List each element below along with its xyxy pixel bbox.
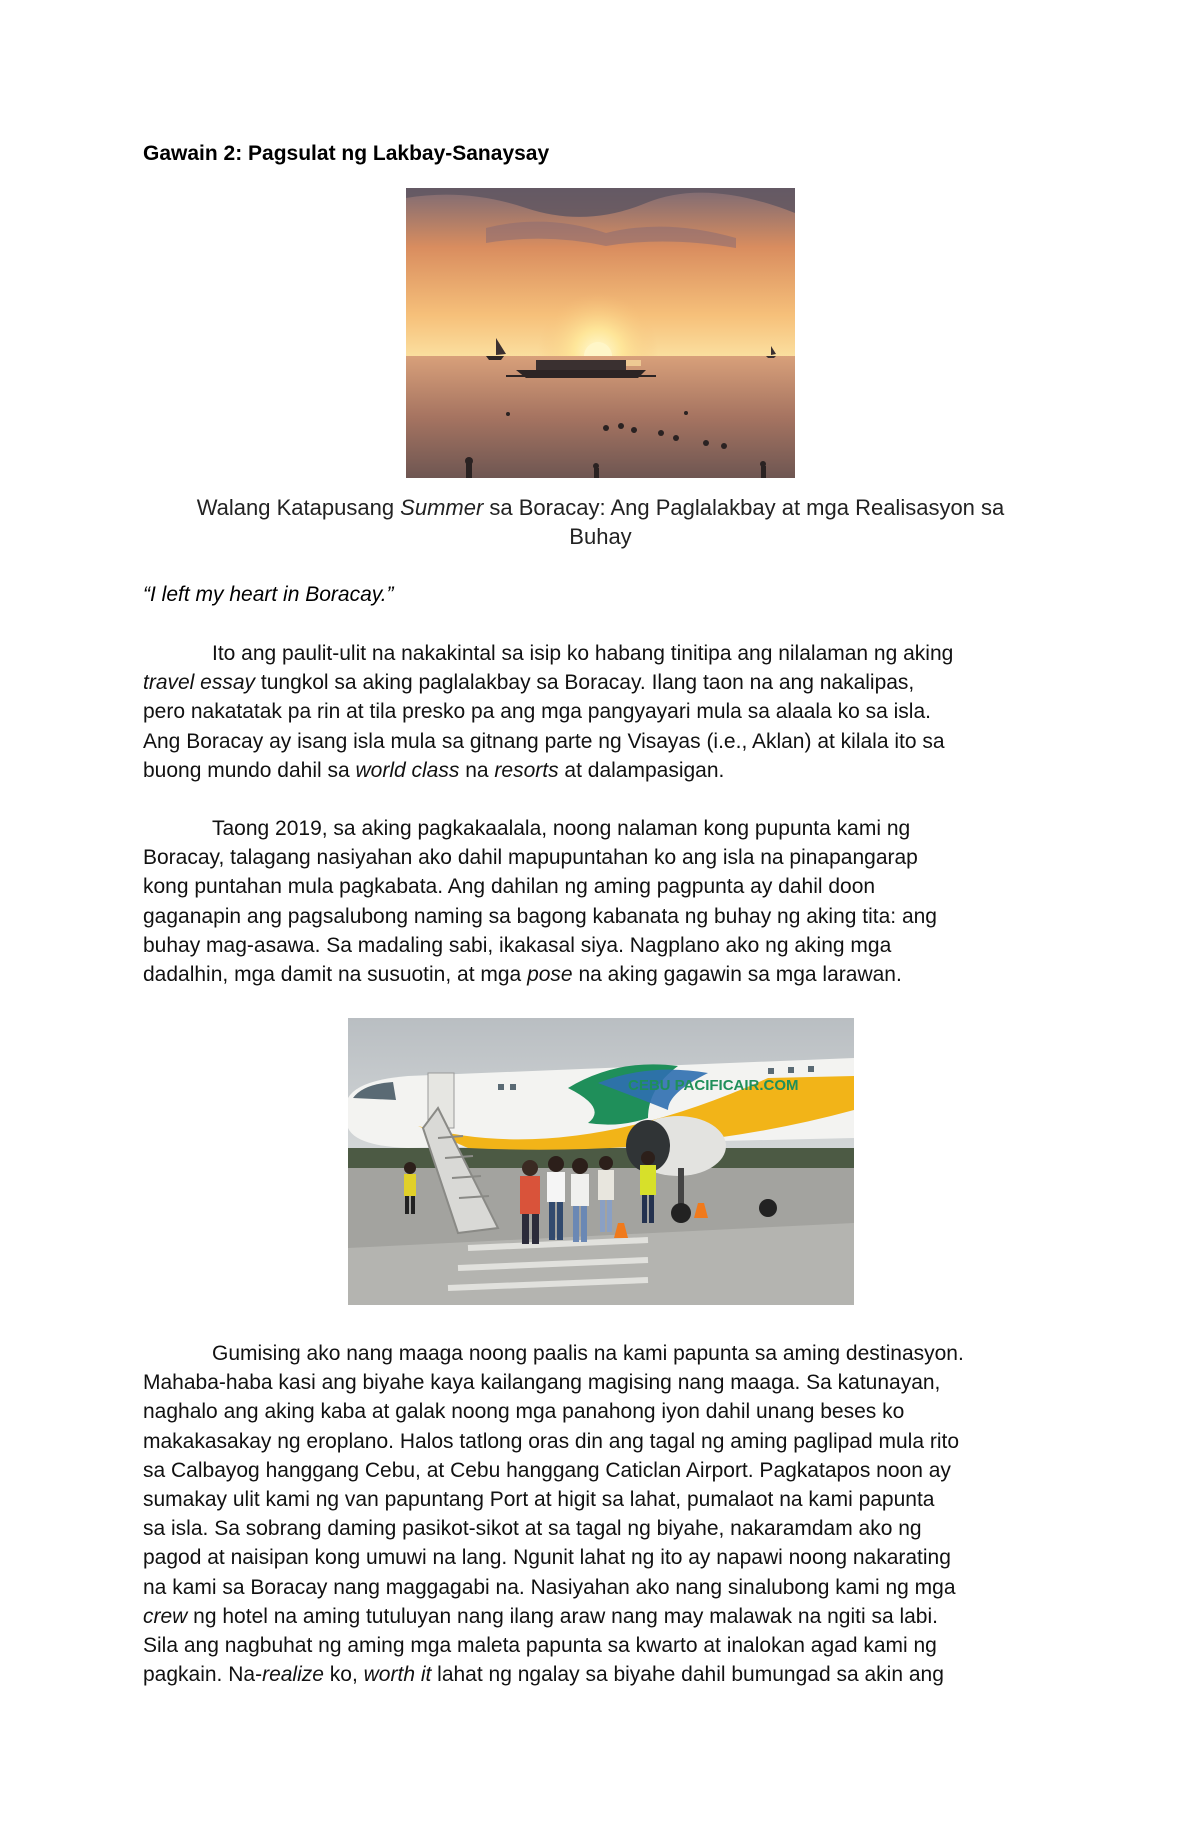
p2-text: dadalhin, mga damit na susuotin, at mga <box>143 963 528 987</box>
p1-text: at dalampasigan. <box>558 758 725 782</box>
opening-quote: “I left my heart in Boracay.” <box>143 583 394 606</box>
p3-italic: worth it <box>363 1663 432 1687</box>
airplane-illustration <box>348 1018 854 1305</box>
p3-line: pagod at naisipan kong umuwi na lang. Ngunit lahat ng ito ay napawi noong nakarating <box>143 1546 951 1570</box>
p1-text: tungkol sa aking paglalakbay sa Boracay. Ilang taon na ang nakalipas, <box>255 671 915 695</box>
paragraph-2 <box>143 814 1063 989</box>
p3-text: ko, <box>323 1663 364 1687</box>
p1-line <box>143 668 1063 697</box>
p2-text: na aking gagawin sa mga larawan. <box>572 963 902 987</box>
p1-italic: world class <box>355 758 460 782</box>
p2-line <box>143 960 1063 989</box>
essay-title <box>143 493 1058 551</box>
p1-line: Ang Boracay ay isang isla mula sa gitnang parte ng Visayas (i.e., Aklan) at kilala ito sa <box>143 729 945 753</box>
p1-line: Ito ang paulit-ulit na nakakintal sa isip ko habang tinitipa ang nilalaman ng aking <box>212 642 954 665</box>
title-part1: Walang Katapusang <box>196 495 401 520</box>
p3-italic: crew <box>143 1604 188 1628</box>
paragraph-1 <box>143 639 1063 785</box>
p3-line: sa Calbayog hanggang Cebu, at Cebu hanggang Caticlan Airport. Pagkatapos noon ay <box>143 1458 951 1482</box>
p3-line <box>143 1660 1063 1689</box>
title-italic: Summer <box>400 495 484 520</box>
title-part2: sa Boracay: Ang Paglalakbay at mga Realisasyon sa <box>483 495 1005 520</box>
paragraph-3 <box>143 1339 1063 1689</box>
p3-line <box>143 1602 1063 1631</box>
p3-text: pagkain. Na- <box>143 1663 263 1687</box>
p1-text: na <box>459 758 495 782</box>
sunset-illustration <box>406 188 795 478</box>
p3-line: Mahaba-haba kasi ang biyahe kaya kailangang magising nang maaga. Sa katunayan, <box>143 1371 941 1395</box>
p3-line: sumakay ulit kami ng van papuntang Port at higit sa lahat, pumalaot na kami papunta <box>143 1488 935 1512</box>
p2-line: kong puntahan mula pagkabata. Ang dahilan ng aming pagpunta ay dahil doon <box>143 875 876 899</box>
p2-line: Boracay, talagang nasiyahan ako dahil mapupuntahan ko ang isla na pinapangarap <box>143 846 918 870</box>
airline-logo-text: CEBU PACIFICAIR.COM <box>628 1077 799 1094</box>
p3-text: lahat ng ngalay sa biyahe dahil bumungad sa akin ang <box>431 1663 944 1687</box>
p3-line: Sila ang nagbuhat ng aming mga maleta papunta sa kwarto at inalokan agad kami ng <box>143 1634 937 1658</box>
p3-line: Gumising ako nang maaga noong paalis na kami papunta sa aming destinasyon. <box>212 1342 964 1365</box>
p3-line: naghalo ang aking kaba at galak noong mga panahong iyon dahil unang beses ko <box>143 1400 905 1424</box>
p2-line: Taong 2019, sa aking pagkakaalala, noong nalaman kong pupunta kami ng <box>212 817 911 840</box>
p2-italic: pose <box>527 963 573 987</box>
p3-italic: realize <box>262 1663 324 1687</box>
p2-line: gaganapin ang pagsalubong naming sa bagong kabanata ng buhay ng aking tita: ang <box>143 904 937 928</box>
sunset-photo <box>406 188 795 478</box>
p3-line: na kami sa Boracay nang maggagabi na. Nasiyahan ako nang sinalubong kami ng mga <box>143 1575 956 1599</box>
p1-line: pero nakatatak pa rin at tila presko pa ang mga pangyayari mula sa alaala ko sa isla. <box>143 700 931 724</box>
p1-line <box>143 756 1063 785</box>
p3-line: makakasakay ng eroplano. Halos tatlong oras din ang tagal ng aming paglipad mula rito <box>143 1429 960 1453</box>
p3-line: sa isla. Sa sobrang daming pasikot-sikot at sa tagal ng biyahe, nakaramdam ako ng <box>143 1517 922 1541</box>
p1-italic: resorts <box>494 758 559 782</box>
p2-line: buhay mag-asawa. Sa madaling sabi, ikakasal siya. Nagplano ako ng aking mga <box>143 933 892 957</box>
p1-italic: travel essay <box>143 671 256 695</box>
airplane-photo <box>348 1018 854 1305</box>
p1-text: buong mundo dahil sa <box>143 758 356 782</box>
page-heading: Gawain 2: Pagsulat ng Lakbay-Sanaysay <box>143 142 550 165</box>
title-line2: Buhay <box>569 524 632 549</box>
p3-text: ng hotel na aming tutuluyan nang ilang araw nang may malawak na ngiti sa labi. <box>187 1604 938 1628</box>
